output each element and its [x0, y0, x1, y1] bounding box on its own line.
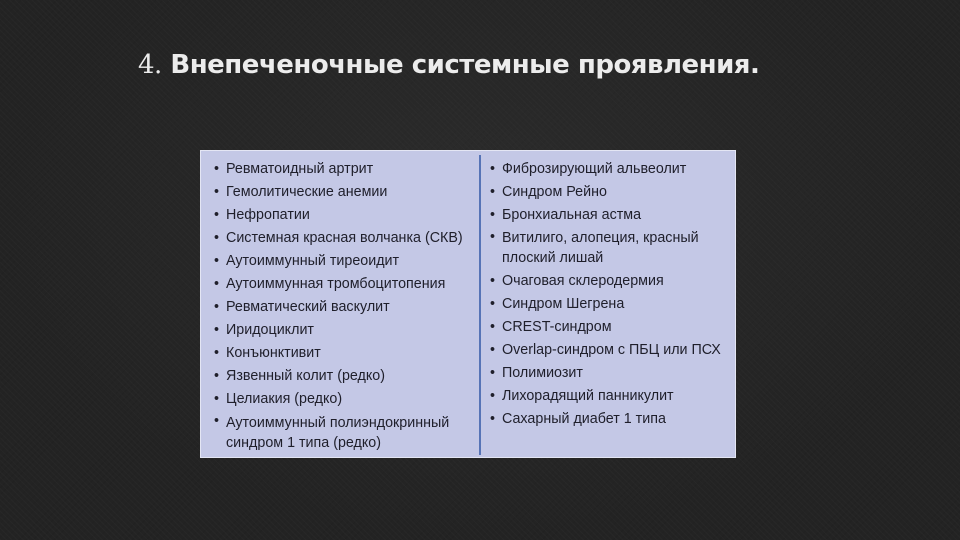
left-column-list	[214, 158, 476, 453]
list-item: • Синдром Рейно	[490, 181, 734, 204]
list-item: • Язвенный колит (редко)	[214, 365, 476, 388]
list-item: • Бронхиальная астма	[490, 204, 734, 227]
list-item: • Ревматоидный артрит	[214, 158, 476, 181]
manifestations-table	[200, 150, 736, 458]
slide-title	[138, 48, 918, 82]
right-column-list	[490, 158, 734, 431]
list-item: • Очаговая склеродермия	[490, 270, 734, 293]
list-item: • Целиакия (редко)	[214, 388, 476, 411]
list-item: • Иридоциклит	[214, 319, 476, 342]
list-item: • Нефропатии	[214, 204, 476, 227]
list-item: • Ревматический васкулит	[214, 296, 476, 319]
list-item: • Синдром Шегрена	[490, 293, 734, 316]
column-divider	[479, 155, 481, 455]
slide-title-number: 4.	[138, 50, 162, 80]
list-item: • Витилиго, алопеция, красный плоский лишай	[490, 227, 734, 270]
list-item: • Аутоиммунный тиреоидит	[214, 250, 476, 273]
list-item: • Аутоиммунная тромбоцитопения	[214, 273, 476, 296]
list-item: • Фиброзирующий альвеолит	[490, 158, 734, 181]
list-item: • Сахарный диабет 1 типа	[490, 408, 734, 431]
list-item: • CREST-синдром	[490, 316, 734, 339]
list-item: • Системная красная волчанка (СКВ)	[214, 227, 476, 250]
list-item: • Конъюнктивит	[214, 342, 476, 365]
list-item: • Гемолитические анемии	[214, 181, 476, 204]
slide-title-text: Внепеченочные системные проявления.	[170, 50, 760, 80]
list-item: • Overlap-синдром с ПБЦ или ПСХ	[490, 339, 734, 362]
list-item: • Лихорадящий панникулит	[490, 385, 734, 408]
list-item: • Полимиозит	[490, 362, 734, 385]
list-item: • Аутоиммунный полиэндокринный синдром 1 типа (редко)	[214, 411, 476, 453]
